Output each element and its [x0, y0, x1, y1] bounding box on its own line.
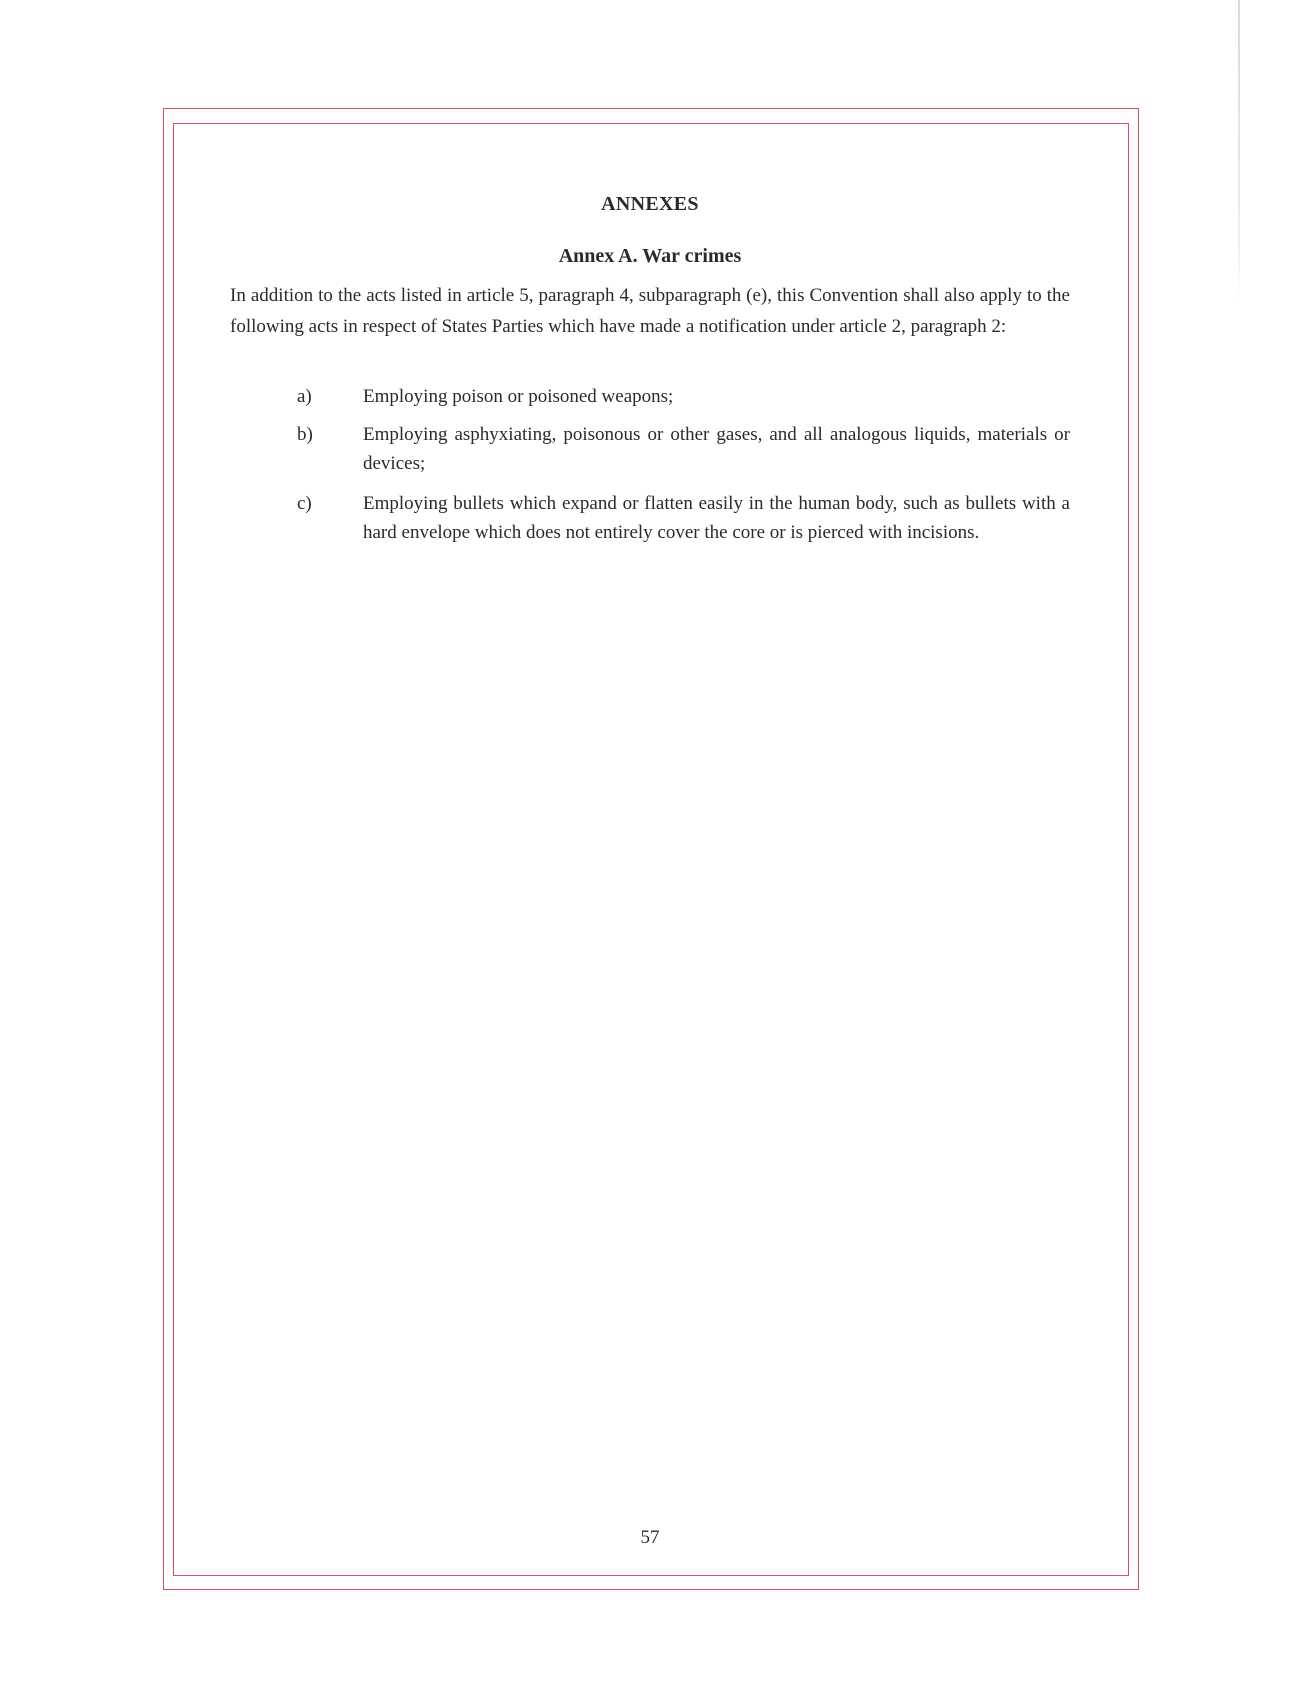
- list-item-marker: a): [297, 386, 312, 407]
- list-item-text: Employing bullets which expand or flatten easily in the human body, such as bullets with a hard envelope which does not entirely cover the core or is pierced with incisions.: [363, 493, 1070, 543]
- scan-edge-line: [1238, 0, 1240, 300]
- list-item-text: Employing poison or poisoned weapons;: [363, 386, 674, 407]
- page-number: 57: [640, 1527, 660, 1548]
- intro-paragraph: In addition to the acts listed in article 5, paragraph 4, subparagraph (e), this Convention shall also apply to the following acts in respect of States Parties which have made a notification under article 2, paragraph 2:: [230, 285, 1070, 337]
- annex-heading: Annex A. War crimes: [558, 245, 742, 267]
- list-item-marker: b): [297, 424, 313, 445]
- list-item-marker: c): [297, 493, 312, 514]
- document-title: ANNEXES: [601, 193, 699, 215]
- list-item-text: Employing asphyxiating, poisonous or other gases, and all analogous liquids, materials or devices;: [363, 424, 1070, 474]
